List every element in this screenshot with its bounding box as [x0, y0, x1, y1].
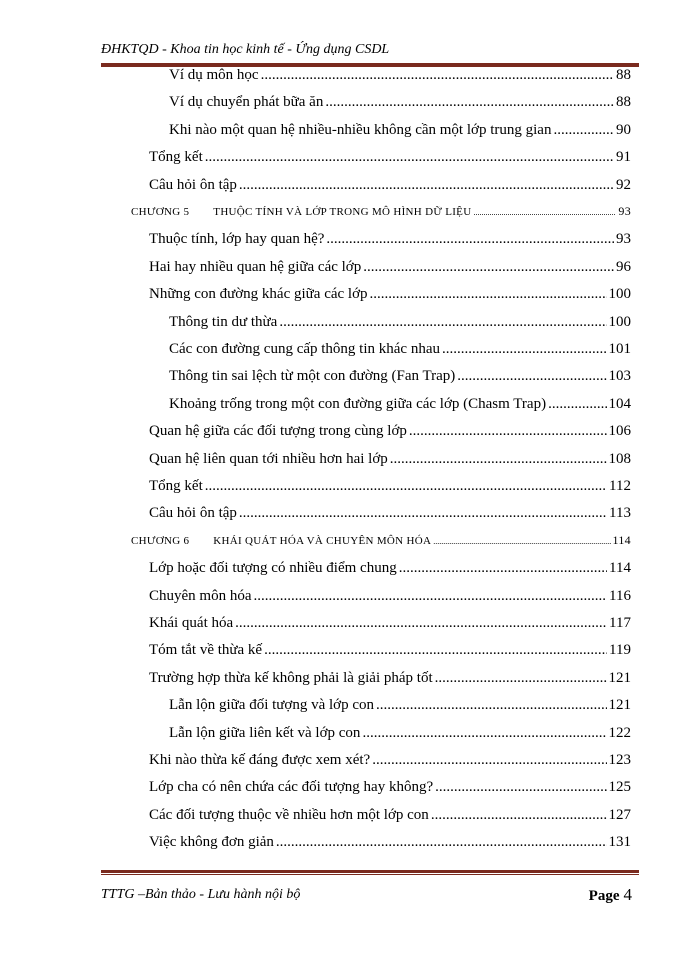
toc-entry-title: Lẫn lộn giữa liên kết và lớp con	[169, 725, 361, 741]
toc-entry[interactable]	[149, 505, 631, 522]
toc-entry[interactable]	[169, 94, 631, 111]
chapter-title: KHÁI QUÁT HÓA VÀ CHUYÊN MÔN HÓA	[213, 535, 432, 547]
dot-leader	[363, 259, 614, 276]
toc-page-number: 119	[609, 642, 631, 658]
dot-leader	[433, 535, 610, 547]
toc-page-number: 92	[616, 177, 631, 193]
toc-entry-title: Thông tin sai lệch từ một con đường (Fan Trap)	[169, 368, 456, 384]
chapter-title: THUỘC TÍNH VÀ LỚP TRONG MÔ HÌNH DỮ LIỆU	[213, 206, 472, 218]
toc-page-number: 114	[609, 560, 631, 576]
toc-entry[interactable]	[169, 396, 631, 413]
dot-leader	[326, 231, 614, 248]
toc-entry[interactable]	[149, 478, 631, 495]
toc-entry-title: Lớp cha có nên chứa các đối tượng hay không?	[149, 779, 434, 795]
toc-page-number: 93	[618, 204, 631, 218]
dot-leader	[325, 94, 614, 111]
toc-entry-title: Chuyên môn hóa	[149, 588, 252, 604]
dot-leader	[264, 642, 607, 659]
toc-entry[interactable]	[149, 451, 631, 468]
toc-page-number: 90	[616, 122, 631, 138]
toc-entry[interactable]	[149, 423, 631, 440]
toc-entry-title: Ví dụ chuyển phát bữa ăn	[169, 94, 324, 110]
dot-leader	[457, 368, 606, 385]
dot-leader	[235, 615, 607, 632]
toc-entry[interactable]	[149, 752, 631, 769]
toc-page-number: 114	[612, 533, 631, 547]
toc-page-number: 93	[616, 231, 631, 247]
dot-leader	[399, 560, 607, 577]
dot-leader	[473, 206, 616, 218]
toc-entry-title: Quan hệ giữa các đối tượng trong cùng lớp	[149, 423, 407, 439]
toc-entry[interactable]	[149, 149, 631, 166]
dot-leader	[372, 752, 606, 769]
toc-entry-title: Lẫn lộn giữa đối tượng và lớp con	[169, 697, 375, 713]
dot-leader	[435, 779, 606, 796]
toc-entry-title: Khái quát hóa	[149, 615, 234, 631]
toc-page-number: 103	[608, 368, 631, 384]
toc-entry-title: Các con đường cung cấp thông tin khác nhau	[169, 341, 440, 357]
dot-leader	[390, 451, 607, 468]
toc-entry-title: Các đối tượng thuộc về nhiều hơn một lớp con	[149, 807, 429, 823]
toc-entry[interactable]	[149, 588, 631, 605]
toc-entry-title: Tổng kết	[149, 149, 203, 165]
toc-page-number: 108	[608, 451, 631, 467]
page-number-value: 4	[623, 885, 632, 904]
toc-entry[interactable]	[169, 122, 631, 139]
toc-entry[interactable]	[149, 834, 631, 851]
toc-page-number: 101	[608, 341, 631, 357]
dot-leader	[205, 149, 614, 166]
dot-leader	[435, 670, 607, 687]
toc-page-number: 100	[608, 286, 631, 302]
footer-note: TTTG –Bản thảo - Lưu hành nội bộ	[101, 887, 301, 902]
toc-entry[interactable]	[149, 560, 631, 577]
toc-entry-title: Thông tin dư thừa	[169, 314, 278, 330]
toc-entry[interactable]	[169, 341, 631, 358]
dot-leader	[442, 341, 607, 358]
toc-page-number: 116	[609, 588, 631, 604]
toc-entry-title: Lớp hoặc đối tượng có nhiều điểm chung	[149, 560, 397, 576]
toc-entry[interactable]	[169, 368, 631, 385]
toc-chapter-entry[interactable]	[131, 204, 631, 219]
toc-page-number: 88	[616, 94, 631, 110]
toc-entry-title: Khi nào thừa kế đáng được xem xét?	[149, 752, 371, 768]
toc-entry-title: Ví dụ môn học	[169, 67, 259, 83]
toc-entry[interactable]	[149, 286, 631, 303]
toc-page-number: 131	[608, 834, 631, 850]
toc-entry[interactable]	[149, 670, 631, 687]
toc-entry-title	[131, 535, 431, 547]
dot-leader	[205, 478, 607, 495]
toc-page-number: 121	[608, 670, 631, 686]
page-number	[589, 885, 632, 905]
toc-entry[interactable]	[149, 615, 631, 632]
toc-entry-title: Câu hỏi ôn tập	[149, 505, 237, 521]
toc-page-number: 96	[616, 259, 631, 275]
toc-entry[interactable]	[149, 807, 631, 824]
toc-entry[interactable]	[169, 697, 631, 714]
toc-page-number: 117	[609, 615, 631, 631]
toc-entry[interactable]	[169, 314, 631, 331]
toc-entry-title: Việc không đơn giản	[149, 834, 274, 850]
toc-entry[interactable]	[149, 779, 631, 796]
toc-page-number: 106	[608, 423, 631, 439]
toc-page-number: 127	[608, 807, 631, 823]
toc-page-number: 125	[608, 779, 631, 795]
footer-rule	[101, 870, 639, 875]
toc-entry-title	[131, 206, 471, 218]
toc-entry[interactable]	[169, 67, 631, 84]
toc-page-number: 88	[616, 67, 631, 83]
toc-page-number: 91	[616, 149, 631, 165]
dot-leader	[362, 725, 606, 742]
toc-entry[interactable]	[149, 642, 631, 659]
chapter-number: CHƯƠNG 5	[131, 206, 190, 218]
toc-chapter-entry[interactable]	[131, 533, 631, 548]
toc-entry-title: Tổng kết	[149, 478, 203, 494]
toc-entry-title: Hai hay nhiều quan hệ giữa các lớp	[149, 259, 362, 275]
dot-leader	[279, 314, 606, 331]
dot-leader	[239, 505, 607, 522]
page-label: Page	[588, 888, 620, 904]
toc-entry-title: Trường hợp thừa kế không phải là giải pháp tốt	[149, 670, 433, 686]
dot-leader	[276, 834, 607, 851]
toc-page-number: 100	[608, 314, 631, 330]
dot-leader	[376, 697, 606, 714]
dot-leader	[548, 396, 606, 413]
dot-leader	[261, 67, 614, 84]
dot-leader	[553, 122, 614, 139]
toc-entry-title: Quan hệ liên quan tới nhiều hơn hai lớp	[149, 451, 388, 467]
toc-entry-title: Khi nào một quan hệ nhiều-nhiều không cần một lớp trung gian	[169, 122, 552, 138]
toc-entry-title: Khoảng trống trong một con đường giữa các lớp (Chasm Trap)	[169, 396, 547, 412]
dot-leader	[431, 807, 607, 824]
toc-page-number: 121	[608, 697, 631, 713]
dot-leader	[239, 177, 614, 194]
toc-entry[interactable]	[149, 231, 631, 248]
toc-entry[interactable]	[149, 259, 631, 276]
dot-leader	[370, 286, 607, 303]
toc-entry-title: Những con đường khác giữa các lớp	[149, 286, 368, 302]
toc-entry[interactable]	[149, 177, 631, 194]
chapter-number: CHƯƠNG 6	[131, 535, 190, 547]
toc-page-number: 112	[609, 478, 631, 494]
toc-entry-title: Thuộc tính, lớp hay quan hệ?	[149, 231, 325, 247]
toc-page-number: 113	[609, 505, 631, 521]
toc-entry-title: Tóm tắt về thừa kế	[149, 642, 263, 658]
toc-page-number: 104	[608, 396, 631, 412]
toc-page-number: 122	[608, 725, 631, 741]
dot-leader	[254, 588, 608, 605]
dot-leader	[409, 423, 607, 440]
toc-entry-title: Câu hỏi ôn tập	[149, 177, 237, 193]
toc-page-number: 123	[608, 752, 631, 768]
header-title: ĐHKTQD - Khoa tin học kinh tế - Ứng dụng CSDL	[101, 42, 390, 57]
toc-entry[interactable]	[169, 725, 631, 742]
